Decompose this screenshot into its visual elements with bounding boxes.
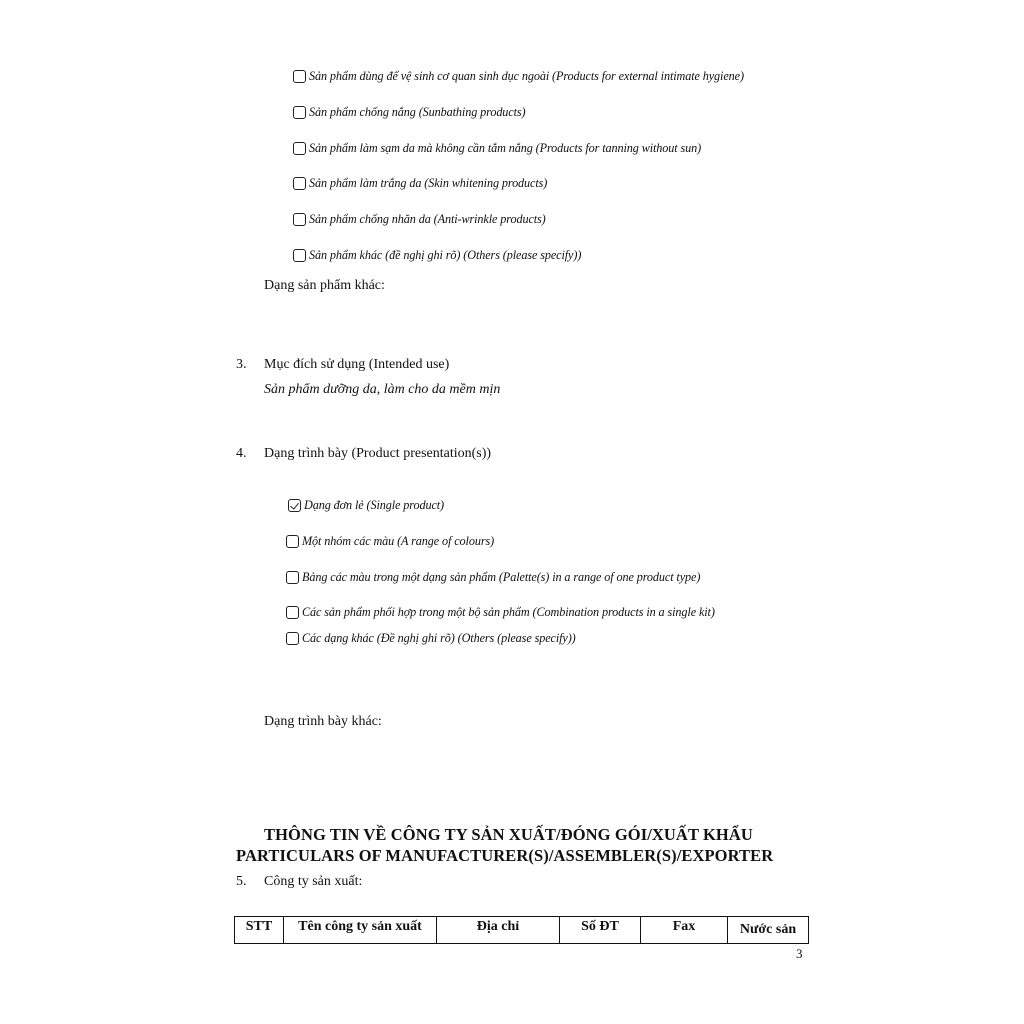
section-5-title: Công ty sản xuất: — [264, 874, 363, 889]
usage-option-tanning[interactable] — [293, 141, 701, 156]
usage-option-whitening[interactable] — [293, 176, 547, 191]
page-number: 3 — [796, 946, 803, 961]
checkbox-icon[interactable] — [293, 213, 306, 226]
presentation-option-single[interactable] — [288, 498, 444, 513]
option-label: Một nhóm các màu (A range of colours) — [302, 534, 495, 548]
header-address: Địa chỉ — [437, 917, 560, 944]
option-label: Sản phẩm khác (đề nghị ghi rõ) (Others (please specify)) — [309, 248, 582, 262]
usage-option-intimate-hygiene[interactable] — [293, 69, 744, 84]
section-3-number: 3. — [236, 357, 247, 372]
header-country: Nước sản — [728, 917, 809, 944]
presentation-option-others[interactable] — [286, 631, 576, 646]
checkbox-icon[interactable] — [293, 106, 306, 119]
option-label: Sản phẩm chống nhăn da (Anti-wrinkle products) — [309, 212, 546, 226]
option-label: Dạng đơn lẻ (Single product) — [304, 498, 444, 512]
checkbox-icon[interactable] — [293, 142, 306, 155]
checkbox-icon[interactable] — [286, 535, 299, 548]
option-label: Sản phẩm dùng để vệ sinh cơ quan sinh dục ngoài (Products for external intimate hygiene) — [309, 69, 744, 83]
header-stt: STT — [235, 917, 284, 944]
option-label: Sản phẩm làm trắng da (Skin whitening products) — [309, 176, 548, 190]
header-fax: Fax — [641, 917, 728, 944]
presentation-option-palette[interactable] — [286, 570, 700, 585]
checkbox-icon[interactable] — [286, 571, 299, 584]
header-phone: Số ĐT — [560, 917, 641, 944]
usage-option-sunbathing[interactable] — [293, 105, 526, 120]
option-label: Bảng các màu trong một dạng sản phẩm (Palette(s) in a range of one product type) — [302, 570, 701, 584]
presentation-option-range-colours[interactable] — [286, 534, 494, 549]
checkbox-icon[interactable] — [286, 606, 299, 619]
other-presentation-label: Dạng trình bày khác: — [264, 714, 382, 729]
checkbox-icon[interactable] — [293, 177, 306, 190]
section-5-number: 5. — [236, 874, 247, 889]
other-product-form-label: Dạng sản phẩm khác: — [264, 278, 385, 293]
checkbox-checked-icon[interactable] — [288, 499, 301, 512]
option-label: Các sản phẩm phối hợp trong một bộ sản phẩm (Combination products in a single kit) — [302, 605, 715, 619]
option-label: Các dạng khác (Đề nghị ghi rõ) (Others (please specify)) — [302, 631, 576, 645]
manufacturer-table — [234, 916, 809, 944]
option-label: Sản phẩm làm sạm da mà không cần tắm nắng (Products for tanning without sun) — [309, 141, 702, 155]
header-company-name: Tên công ty sản xuất — [284, 917, 437, 944]
table-header-row — [235, 917, 809, 944]
usage-option-others[interactable] — [293, 248, 581, 263]
intended-use-answer: Sản phẩm dưỡng da, làm cho da mềm mịn — [264, 382, 501, 397]
presentation-option-kit[interactable] — [286, 605, 715, 620]
checkbox-icon[interactable] — [293, 70, 306, 83]
section-4-title: Dạng trình bày (Product presentation(s)) — [264, 446, 492, 461]
option-label: Sản phẩm chống nắng (Sunbathing products) — [309, 105, 526, 119]
checkbox-icon[interactable] — [286, 632, 299, 645]
usage-option-anti-wrinkle[interactable] — [293, 212, 546, 227]
manufacturer-heading-en: PARTICULARS OF MANUFACTURER(S)/ASSEMBLER(S)/EXPORTER — [236, 846, 774, 865]
section-3-title: Mục đích sử dụng (Intended use) — [264, 357, 450, 372]
manufacturer-heading-vi: THÔNG TIN VỀ CÔNG TY SẢN XUẤT/ĐÓNG GÓI/XUẤT KHẨU — [264, 825, 753, 844]
checkbox-icon[interactable] — [293, 249, 306, 262]
section-4-number: 4. — [236, 446, 247, 461]
